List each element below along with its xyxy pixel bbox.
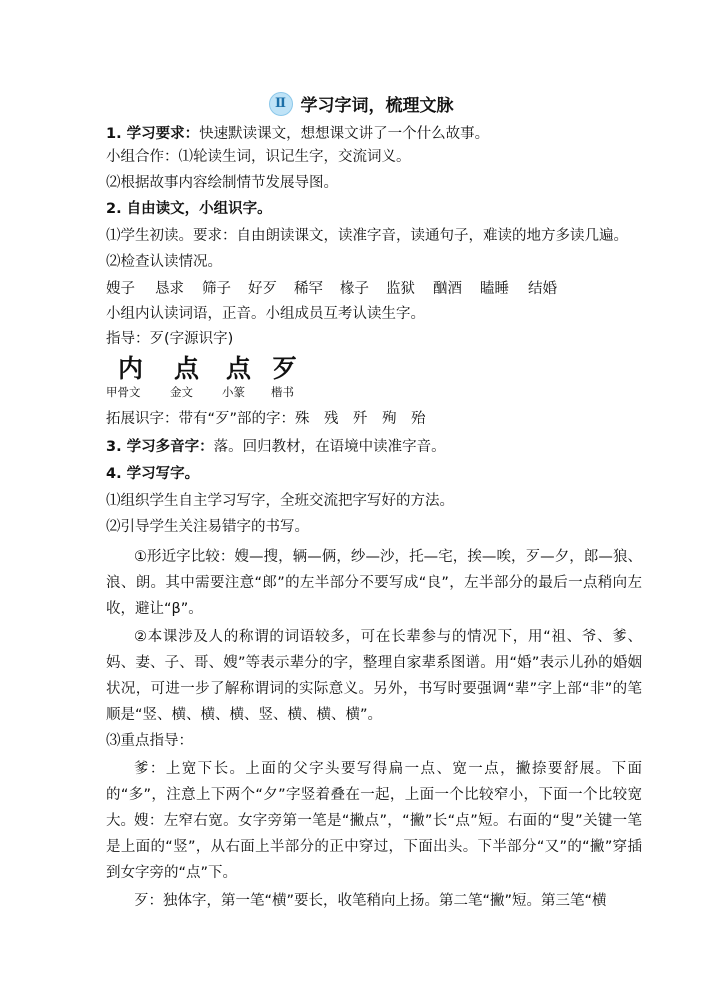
free-reading-heading: 2. 自由读文，小组识字。 (106, 201, 272, 217)
requirement-line (106, 124, 489, 144)
vocab-word: 恳求 (155, 281, 184, 297)
vocab-word: 筛子 (202, 281, 231, 297)
vocab-word: 酗酒 (433, 281, 462, 297)
check-reading-line: ⑵检查认读情况。 (106, 254, 222, 270)
first-reading-line: ⑴学生初读。要求：自由朗读课文，读准字音，读通句子，难读的地方多读几遍。 (106, 228, 628, 244)
vocab-word: 好歹 (248, 281, 277, 297)
extend-line: 拓展识字：带有“歹”部的字：殊 残 歼 殉 殆 (106, 411, 426, 427)
regular-glyph: 歹 (272, 354, 298, 383)
dai-character-paragraph: 歹：独体字，第一笔“横”要长，收笔稍向上扬。第二笔“撇”短。第三笔“横 (134, 893, 607, 909)
mindmap-line: ⑵根据故事内容绘制情节发展导图。 (106, 175, 338, 191)
vocab-word: 稀罕 (294, 281, 323, 297)
script-label: 金文 (170, 385, 193, 399)
sao-character-paragraph: 嫂：左窄右宽。女字旁第一笔是“撇点”，“撇”长“点”短。右面的“叟”关键一笔是上面的“竖”，从右面上半部分的正中穿过，下面出头。下半部分“又”的“撇”穿插到女字旁的“点”下。 (106, 813, 642, 881)
vocab-word: 监狱 (386, 281, 415, 297)
polyphone-text: 落。回归教材，在语境中读准字音。 (213, 439, 446, 455)
oracle-bone-glyph: 内 (118, 354, 144, 383)
script-label: 甲骨文 (106, 385, 141, 399)
polyphone-line (106, 437, 446, 457)
group-read-line: 小组内认读词语，正音。小组成员互考认读生字。 (106, 306, 425, 322)
vocab-word: 瞌睡 (480, 281, 509, 297)
seal-glyph: 点 (226, 354, 252, 383)
writing-item-2: ⑵引导学生关注易错字的书写。 (106, 519, 309, 535)
requirement-text: 快速默读课文，想想课文讲了一个什么故事。 (199, 126, 490, 142)
key-guidance-line: ⑶重点指导： (106, 733, 193, 749)
requirement-heading: 1. 学习要求： (106, 126, 200, 142)
guide-line: 指导：歹(字源识字) (106, 331, 234, 347)
writing-heading: 4. 学习写字。 (106, 466, 200, 482)
vocab-word: 结婚 (528, 281, 557, 297)
script-label: 小篆 (222, 385, 245, 399)
vocab-word: 嫂子 (106, 281, 135, 297)
writing-item-1: ⑴组织学生自主学习写字，全班交流把字写好的方法。 (106, 493, 454, 509)
die-character-paragraph: 爹：上宽下长。上面的父字头要写得扁一点、宽一点，撇捺要舒展。下面的“多”，注意上下两个“夕”字竖着叠在一起，上面一个比较窄小，下面一个比较宽大。 (106, 761, 642, 829)
polyphone-heading: 3. 学习多音字： (106, 439, 214, 455)
section-number-badge: Ⅱ (269, 92, 293, 116)
kinship-terms-paragraph: ②本课涉及人的称谓的词语较多，可在长辈参与的情况下，用“祖、爷、爹、妈、妻、子、哥、嫂”等表示辈分的字，整理自家辈系图谱。用“婚”表示儿孙的婚姻状况，可进一步了解称谓词的实际意义。另外，书写时要强调“辈”字上部“非”的笔顺是“竖、横、横、横、竖、横、横、横”。 (106, 629, 642, 723)
vocab-word: 椽子 (340, 281, 369, 297)
section-heading (0, 91, 722, 118)
section-title: 学习字词，梳理文脉 (300, 96, 454, 116)
bronze-glyph: 点 (174, 354, 200, 383)
script-label: 楷书 (271, 385, 294, 399)
group-work-line: 小组合作：⑴轮读生词，识记生字，交流词义。 (106, 149, 411, 165)
similar-characters-paragraph: ①形近字比较：嫂—搜，辆—俩，纱—沙，托—宅，挨—唉，歹—夕，郎—狼、浪、朗。其中需要注意“郎”的左半部分不要写成“良”，左半部分的最后一点稍向左收，避让“β”。 (106, 549, 642, 617)
